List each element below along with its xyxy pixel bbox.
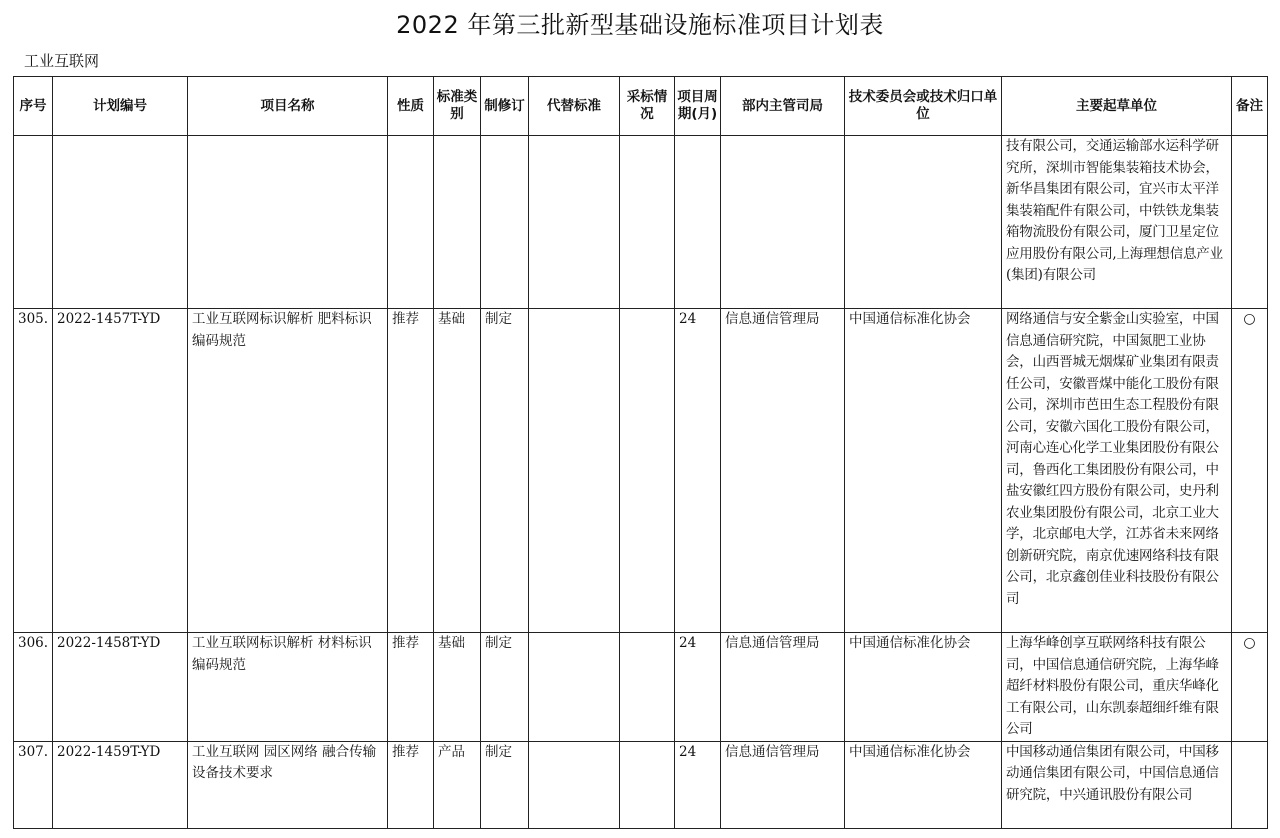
cell-committee: 中国通信标准化协会: [845, 309, 1002, 633]
cell-seq: 307.: [14, 741, 53, 828]
header-replaces: 代替标准: [529, 77, 620, 136]
table-header-row: [14, 77, 1268, 136]
cell-note: [1232, 136, 1268, 309]
cell-adoption: [620, 136, 675, 309]
table-row-continuation: [14, 136, 1268, 309]
cell-drafters: 中国移动通信集团有限公司，中国移动通信集团有限公司，中国信息通信研究院，中兴通讯股份有限公司: [1002, 741, 1232, 828]
cell-dept: 信息通信管理局: [721, 309, 845, 633]
cell-replaces: [529, 136, 620, 309]
cell-category: 基础: [434, 309, 481, 633]
table-row: [14, 741, 1268, 828]
cell-category: [434, 136, 481, 309]
cell-replaces: [529, 633, 620, 742]
cell-plan-no: 2022-1459T-YD: [53, 741, 188, 828]
cell-period: 24: [675, 633, 721, 742]
cell-committee: [845, 136, 1002, 309]
header-period: 项目周期(月): [675, 77, 721, 136]
cell-period: 24: [675, 309, 721, 633]
page-title: 2022 年第三批新型基础设施标准项目计划表: [396, 11, 884, 39]
cell-property: 推荐: [388, 741, 434, 828]
cell-drafters: 网络通信与安全紫金山实验室，中国信息通信研究院，中国氮肥工业协会，山西晋城无烟煤矿业集团有限责任公司，安徽晋煤中能化工股份有限公司，深圳市芭田生态工程股份有限公司，安徽六国化工股份有限公司，河南心连心化学工业集团股份有限公司，鲁西化工集团股份有限公司，中盐安徽红四方股份有限公司，史丹利农业集团股份有限公司，北京工业大学，北京邮电大学，江苏省未来网络创新研究院，南京优速网络科技有限公司，北京鑫创佳业科技股份有限公司: [1002, 309, 1232, 633]
circle-mark-icon: ○: [1243, 311, 1256, 327]
cell-property: 推荐: [388, 309, 434, 633]
cell-period: 24: [675, 741, 721, 828]
cell-dept: 信息通信管理局: [721, 741, 845, 828]
standards-plan-table: [13, 76, 1268, 829]
cell-revision: 制定: [481, 633, 529, 742]
header-committee: 技术委员会或技术归口单位: [845, 77, 1002, 136]
cell-seq: 305.: [14, 309, 53, 633]
cell-revision: 制定: [481, 741, 529, 828]
cell-project-name: 工业互联网标识解析 材料标识编码规范: [188, 633, 388, 742]
cell-drafters: 技有限公司，交通运输部水运科学研究所，深圳市智能集装箱技术协会，新华昌集团有限公司，宜兴市太平洋集装箱配件有限公司，中铁铁龙集装箱物流股份有限公司，厦门卫星定位应用股份有限公司,上海理想信息产业(集团)有限公司: [1002, 136, 1232, 309]
table-row: [14, 309, 1268, 633]
cell-adoption: [620, 309, 675, 633]
cell-replaces: [529, 309, 620, 633]
cell-committee: 中国通信标准化协会: [845, 633, 1002, 742]
cell-category: 基础: [434, 633, 481, 742]
circle-mark-icon: ○: [1243, 635, 1256, 651]
cell-property: 推荐: [388, 633, 434, 742]
cell-project-name: [188, 136, 388, 309]
cell-category: 产品: [434, 741, 481, 828]
header-std-category: 标准类别: [434, 77, 481, 136]
cell-seq: [14, 136, 53, 309]
section-label: 工业互联网: [24, 52, 100, 70]
cell-replaces: [529, 741, 620, 828]
cell-dept: 信息通信管理局: [721, 633, 845, 742]
header-adoption: 采标情况: [620, 77, 675, 136]
header-dept: 部内主管司局: [721, 77, 845, 136]
header-seq: 序号: [14, 77, 53, 136]
cell-note: [1232, 633, 1268, 742]
cell-revision: 制定: [481, 309, 529, 633]
cell-plan-no: 2022-1457T-YD: [53, 309, 188, 633]
cell-note: [1232, 309, 1268, 633]
cell-period: [675, 136, 721, 309]
cell-committee: 中国通信标准化协会: [845, 741, 1002, 828]
cell-note: [1232, 741, 1268, 828]
cell-plan-no: [53, 136, 188, 309]
cell-adoption: [620, 741, 675, 828]
header-property: 性质: [388, 77, 434, 136]
cell-project-name: 工业互联网 园区网络 融合传输设备技术要求: [188, 741, 388, 828]
cell-dept: [721, 136, 845, 309]
header-project-name: 项目名称: [188, 77, 388, 136]
header-plan-no: 计划编号: [53, 77, 188, 136]
cell-revision: [481, 136, 529, 309]
cell-adoption: [620, 633, 675, 742]
header-revision: 制修订: [481, 77, 529, 136]
header-note: 备注: [1232, 77, 1268, 136]
cell-seq: 306.: [14, 633, 53, 742]
cell-project-name: 工业互联网标识解析 肥料标识编码规范: [188, 309, 388, 633]
cell-drafters: 上海华峰创享互联网络科技有限公司，中国信息通信研究院，上海华峰超纤材料股份有限公司，重庆华峰化工有限公司，山东凯泰超细纤维有限公司: [1002, 633, 1232, 742]
cell-property: [388, 136, 434, 309]
table-row: [14, 633, 1268, 742]
header-drafters: 主要起草单位: [1002, 77, 1232, 136]
cell-plan-no: 2022-1458T-YD: [53, 633, 188, 742]
